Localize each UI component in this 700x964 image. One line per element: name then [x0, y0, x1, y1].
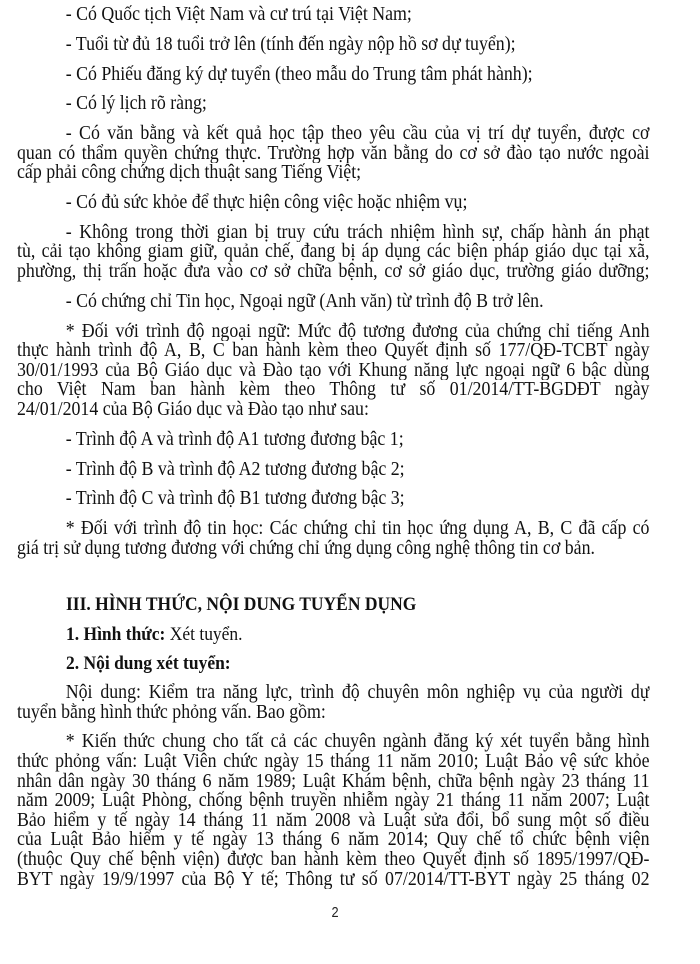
text-line: quan có thẩm quyền chứng thực. Trường hợp văn bằng do cơ sở đào tạo nước ngoài [17, 143, 650, 164]
requirement-item [17, 193, 649, 213]
text-line: nhân dân ngày 30 tháng 6 năm 1989; Luật Khám bệnh, chữa bệnh ngày 23 tháng 11 [17, 771, 650, 792]
text-line: - Có lý lịch rõ ràng; [65, 92, 207, 115]
text-line: 24/01/2014 của Bộ Giáo dục và Đào tạo như sau: [17, 398, 369, 420]
text-line: - Trình độ A và trình độ A1 tương đương bậc 1; [65, 427, 404, 450]
text-line: * Đối với trình độ tin học: Các chứng chỉ tin học ứng dụng A, B, C đã cấp có [65, 519, 650, 539]
body-text-top [17, 5, 649, 569]
content-intro [17, 683, 649, 722]
text-line: * Đối với trình độ ngoại ngữ: Mức độ tương đương của chứng chỉ tiếng Anh [65, 321, 650, 342]
foreign-language-note [17, 322, 649, 420]
text-line: - Có đủ sức khỏe để thực hiện công việc hoặc nhiệm vụ; [65, 191, 468, 214]
text-line: BYT ngày 19/9/1997 của Bộ Y tế; Thông tư số 07/2014/TT-BYT ngày 25 tháng 02 [17, 869, 650, 890]
page-number: 2 [331, 904, 339, 921]
text-line: Nội dung: Kiểm tra năng lực, trình độ chuyên môn nghiệp vụ của người dự [65, 683, 650, 703]
text-line: thực hành trình độ A, B, C ban hành kèm theo Quyết định số 177/QĐ-TCBT ngày [17, 341, 650, 361]
text-line: (thuộc Quy chế bệnh viện) được ban hành kèm theo Quyết định số 1895/1997/QĐ- [17, 849, 650, 870]
requirement-item [17, 223, 649, 282]
text-line: - Có Quốc tịch Việt Nam và cư trú tại Việt Nam; [65, 3, 412, 25]
it-note [17, 519, 649, 558]
level-item [17, 457, 649, 480]
text-line: - Có Phiếu đăng ký dự tuyển (theo mẫu do Trung tâm phát hành); [65, 62, 533, 85]
text-line: - Có văn bằng và kết quả học tập theo yêu cầu của vị trí dự tuyển, được cơ [65, 124, 650, 144]
requirement-item [17, 62, 649, 85]
section-headings [66, 595, 416, 684]
text-line: phường, thị trấn hoặc đưa vào cơ sở chữa bệnh, cơ sở giáo dục, trường giáo dưỡng; [17, 262, 650, 282]
text-line: tù, cải tạo không giam giữ, quản chế, đang bị áp dụng các biện pháp giáo dục tại xã, [17, 242, 650, 263]
body-text-bottom [17, 683, 649, 899]
text-line: 30/01/1993 của Bộ Giáo dục và Đào tạo với Khung năng lực ngoại ngữ 6 bậc dùng [17, 360, 650, 381]
form-label: 1. Hình thức: [66, 623, 166, 645]
text-line: giá trị sử dụng tương đương với chứng chỉ ứng dụng công nghệ thông tin cơ bản. [17, 536, 595, 559]
text-line: cấp phải công chứng dịch thuật sang Tiếng Việt; [17, 161, 362, 184]
text-line: - Trình độ C và trình độ B1 tương đương bậc 3; [65, 487, 405, 510]
text-line: - Không trong thời gian bị truy cứu trách nhiệm hình sự, chấp hành án phạt [65, 222, 650, 243]
form-line [66, 625, 416, 655]
text-line: Bảo hiểm y tế ngày 14 tháng 11 năm 2008 và Luật sửa đổi, bổ sung một số điều [17, 810, 650, 831]
level-item [17, 427, 649, 450]
requirement-item [17, 124, 649, 183]
text-line: - Tuổi từ đủ 18 tuổi trở lên (tính đến ngày nộp hồ sơ dự tuyển); [65, 32, 516, 55]
text-line: thức phỏng vấn: Luật Viên chức ngày 15 tháng 11 năm 2010; Luật Bảo vệ sức khỏe [17, 751, 650, 772]
section-heading: III. HÌNH THỨC, NỘI DUNG TUYỂN DỤNG [66, 594, 417, 615]
text-line: của Luật Bảo hiểm y tế ngày 13 tháng 6 năm 2014; Quy chế tổ chức bệnh viện [17, 830, 650, 850]
text-line: - Có chứng chỉ Tin học, Ngoại ngữ (Anh văn) từ trình độ B trở lên. [65, 289, 544, 312]
content-heading: 2. Nội dung xét tuyển: [66, 653, 231, 675]
text-line: cho Việt Nam ban hành kèm theo Thông tư số 01/2014/TT-BGDĐT ngày [17, 380, 650, 400]
level-item [17, 489, 649, 509]
general-knowledge [17, 732, 649, 889]
text-line: * Kiến thức chung cho tất cả các chuyên ngành đăng ký xét tuyển bằng hình [65, 732, 650, 752]
form-value: Xét tuyển. [165, 623, 243, 645]
requirement-item [17, 32, 649, 55]
text-line: tuyển bằng hình thức phỏng vấn. Bao gồm: [17, 700, 326, 723]
text-line: năm 2009; Luật Phòng, chống bệnh truyền nhiễm ngày 21 tháng 11 năm 2007; Luật [17, 791, 650, 811]
text-line: - Trình độ B và trình độ A2 tương đương bậc 2; [65, 457, 405, 480]
requirement-item [17, 94, 649, 114]
requirement-item [17, 5, 649, 25]
requirement-item [17, 289, 649, 312]
